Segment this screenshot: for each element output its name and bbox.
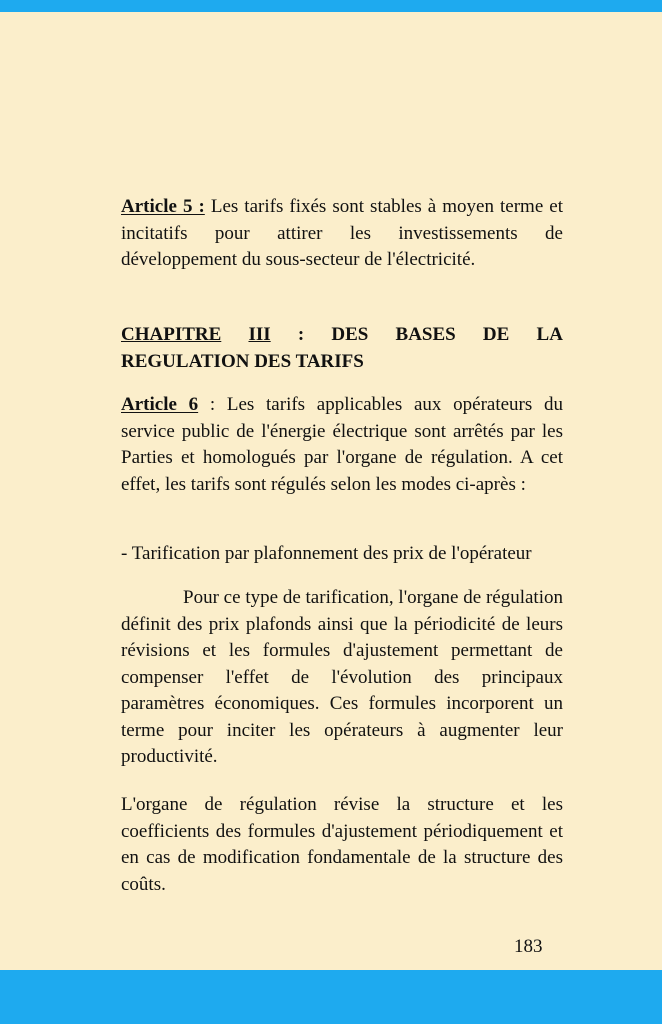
- paragraph-1-text: Pour ce type de tarification, l'organe de régulation définit des prix plafonds ainsi que la périodicité de leurs révisions et les formules d'ajustement permettant de compenser l'effet de l'évolution des principaux paramètres économiques. Ces formules incorporent un terme pour inciter les opérateurs à augmenter leur productivité.: [121, 587, 563, 767]
- chapter-word: BASES: [395, 324, 456, 345]
- article-6: [121, 392, 563, 498]
- bottom-bar: [0, 970, 662, 1024]
- chapter-word: LA: [536, 324, 563, 345]
- chapter-word: III: [248, 324, 271, 345]
- chapter-word: :: [297, 324, 305, 345]
- chapter-heading: [121, 322, 563, 375]
- page-number: 183: [514, 936, 543, 957]
- article-5-label: Article 5 :: [121, 196, 205, 217]
- article-5: [121, 194, 563, 274]
- paragraph-1: [121, 585, 563, 771]
- top-bar: [0, 0, 662, 12]
- article-6-label: Article 6: [121, 394, 199, 415]
- bullet-item: - Tarification par plafonnement des prix de l'opérateur: [121, 543, 532, 564]
- chapter-word: CHAPITRE: [121, 324, 222, 345]
- paragraph-2-text: L'organe de régulation révise la structure et les coefficients des formules d'ajustement périodiquement et en cas de modification fondamentale de la structure des coûts.: [121, 794, 563, 895]
- article-5-text: Les tarifs fixés sont stables à moyen terme et incitatifs pour attirer les investissements de développement du sous-secteur de l'électricité.: [121, 196, 564, 270]
- chapter-word: DE: [482, 324, 510, 345]
- article-6-text: : Les tarifs applicables aux opérateurs du service public de l'énergie électrique sont arrêtés par les Parties et homologués par l'organe de régulation. A cet effet, les tarifs sont régulés selon les modes ci-après :: [121, 394, 563, 495]
- paragraph-2: [121, 792, 563, 898]
- chapter-heading-line2: REGULATION DES TARIFS: [121, 350, 364, 372]
- chapter-word: DES: [331, 324, 369, 345]
- chapter-heading-line1: [121, 322, 563, 349]
